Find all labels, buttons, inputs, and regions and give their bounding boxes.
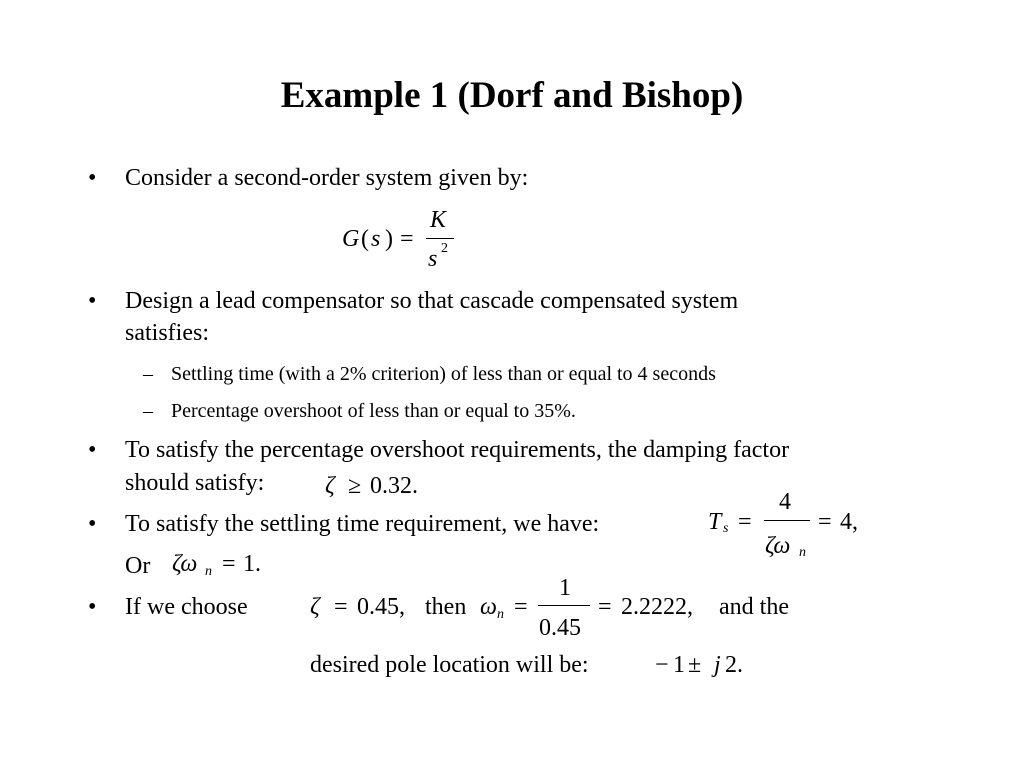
eq-denominator: 0.45 [539, 615, 581, 641]
eq-value: 1. [243, 551, 261, 577]
fraction-bar [426, 238, 454, 239]
bullet-2-line1: Design a lead compensator so that cascade compensated system [125, 288, 739, 314]
eq-omega-sub: n [799, 545, 806, 560]
eq-equals: = [514, 594, 528, 620]
bullet-4-text: To satisfy the settling time requirement, we have: [125, 511, 600, 537]
eq-numerator-4: 4 [779, 489, 791, 515]
eq-equals: = [334, 594, 348, 620]
eq-paren-open: ( [361, 226, 369, 252]
bullet-marker: • [88, 594, 97, 620]
and-the-label: and the [719, 594, 789, 620]
bullet-marker: • [88, 511, 97, 537]
eq-two: 2. [725, 652, 743, 678]
eq-t-sub: s [723, 521, 729, 536]
or-label: Or [125, 553, 151, 579]
sub-bullet-dash: – [143, 400, 153, 422]
eq-zeta: ζ [310, 594, 320, 620]
eq-plus-minus: ± [688, 652, 702, 678]
slide-title: Example 1 (Dorf and Bishop) [280, 75, 744, 116]
bullet-marker: • [88, 288, 97, 314]
eq-zeta-omega: ζω [172, 551, 198, 577]
eq-g: G [342, 226, 360, 252]
eq-equals: = [738, 509, 752, 535]
eq-equals: = [400, 226, 414, 252]
eq-numerator-1: 1 [559, 575, 571, 601]
eq-equals: = [818, 509, 832, 535]
sub-item-settling: Settling time (with a 2% criterion) of less than or equal to 4 seconds [171, 363, 716, 385]
eq-omega: ω [480, 594, 497, 620]
sub-bullet-dash: – [143, 363, 153, 385]
bullet-2-line2: satisfies: [125, 320, 209, 346]
eq-minus: − [655, 652, 669, 678]
eq-t: T [708, 509, 722, 535]
bullet-marker: • [88, 165, 97, 191]
eq-equals: = [222, 551, 236, 577]
eq-j: j [714, 652, 721, 678]
bullet-1-text: Consider a second-order system given by: [125, 165, 529, 191]
eq-s: s [371, 226, 381, 252]
pole-location-label: desired pole location will be: [310, 652, 589, 678]
eq-exponent: 2 [441, 241, 448, 256]
eq-equals: = [598, 594, 612, 620]
eq-zeta: ζ [325, 473, 335, 499]
eq-zeta-value: 0.32. [370, 473, 418, 499]
sub-item-overshoot: Percentage overshoot of less than or equal to 35%. [171, 400, 576, 422]
eq-omega-sub: n [497, 607, 504, 622]
eq-paren-close: ) [385, 226, 393, 252]
fraction-bar [764, 520, 810, 521]
bullet-3-line1: To satisfy the percentage overshoot requirements, the damping factor [125, 437, 790, 463]
eq-numerator-k: K [430, 207, 447, 233]
bullet-5-text: If we choose [125, 594, 248, 620]
eq-ge: ≥ [348, 473, 362, 499]
bullet-marker: • [88, 437, 97, 463]
eq-one: 1 [673, 652, 685, 678]
eq-omega-value: 2.2222, [621, 594, 693, 620]
eq-zeta-value: 0.45, [357, 594, 405, 620]
eq-denominator-s: s [428, 246, 438, 272]
eq-result: 4, [840, 509, 858, 535]
bullet-3-line2: should satisfy: [125, 470, 265, 496]
then-label: then [425, 594, 467, 620]
eq-zeta-omega: ζω [765, 533, 791, 559]
eq-omega-sub: n [205, 564, 212, 579]
fraction-bar [538, 605, 590, 606]
